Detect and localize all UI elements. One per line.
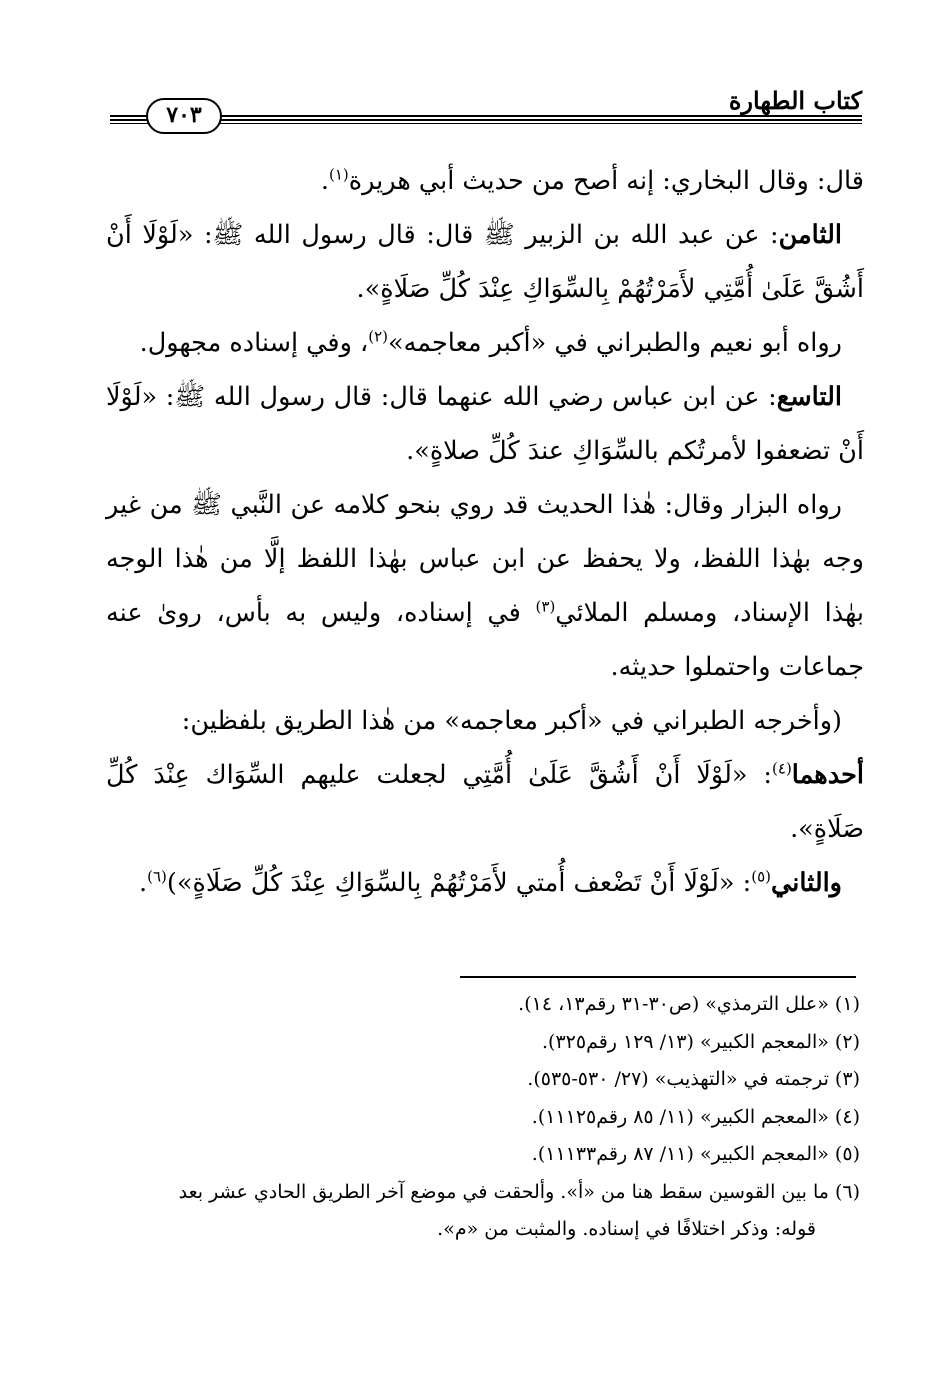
text: . [139, 868, 148, 898]
section-label: التاسع [776, 382, 842, 412]
footnote-ref: (٣) [535, 597, 556, 616]
footnote-separator [460, 976, 856, 978]
footnote-continuation: قوله: وذكر اختلافًا في إسناده. والمثبت من «م». [437, 1218, 816, 1240]
paragraph [106, 316, 864, 370]
text: قال: وقال البخاري: إنه أصح من حديث أبي هريرة [348, 166, 864, 196]
header-rule [110, 119, 862, 121]
footnote-ref: (٥) [751, 867, 772, 886]
header-rule [110, 115, 862, 117]
chapter-title: كتاب الطهارة [728, 86, 862, 115]
section-label: والثاني [771, 868, 842, 898]
text: : عن عبد الله بن الزبير ﷺ قال: قال رسول الله ﷺ: «لَوْلَا أَنْ أَشُقَّ عَلَىٰ أُمَّتِي لأَمَرْتُهُمْ بِالسِّوَاكِ عِنْدَ كُلِّ صَلَاةٍ». [106, 220, 864, 304]
page-header [110, 82, 862, 132]
section-label: الثامن [778, 220, 842, 250]
paragraph [106, 370, 864, 478]
footnote: (٦) ما بين القوسين سقط هنا من «أ». وألحقت في موضع آخر الطريق الحادي عشر بعد [178, 1180, 860, 1203]
footnote-ref: (٦) [147, 867, 167, 886]
paragraph [106, 856, 864, 910]
text: : «لَوْلَا أَنْ أَشُقَّ عَلَىٰ أُمَّتِي لجعلت عليهم السِّوَاك عِنْدَ كُلِّ صَلَاةٍ». [106, 760, 864, 844]
footnote: (٥) «المعجم الكبير» (١١/ ٨٧ رقم١١١٣٣). [531, 1143, 860, 1165]
text: . [320, 166, 329, 196]
main-text [106, 154, 864, 910]
footnotes [100, 986, 860, 1249]
section-label: أحدهما [791, 760, 864, 790]
text: : عن ابن عباس رضي الله عنهما قال: قال رسول الله ﷺ: «لَوْلَا أَنْ تضعفوا لأمرتُكم بالسِّوَاكِ عندَ كُلِّ صلاةٍ». [106, 382, 864, 466]
header-rule [110, 123, 862, 124]
text: في إسناده، وليس به بأس، روىٰ عنه جماعات واحتملوا حديثه. [106, 598, 864, 682]
text: ، وفي إسناده مجهول. [139, 328, 369, 358]
paragraph: (وأخرجه الطبراني في «أكبر معاجمه» من هٰذا الطريق بلفظين: [181, 706, 842, 736]
footnote: (٢) «المعجم الكبير» (١٣/ ١٢٩ رقم٣٢٥). [541, 1030, 860, 1053]
text: رواه البزار وقال: هٰذا الحديث قد روي بنحو كلامه عن النَّبي ﷺ من غير وجه بهٰذا اللفظ، ولا يحفظ عن ابن عباس بهٰذا اللفظ إلَّا من هٰذا الوجه بهٰذا الإسناد، ومسلم الملائي [106, 490, 864, 628]
paragraph [106, 748, 864, 856]
footnote-ref: (٢) [368, 327, 389, 346]
paragraph [106, 478, 864, 694]
footnote: (١) «علل الترمذي» (ص٣٠-٣١ رقم١٣، ١٤). [518, 993, 860, 1015]
paragraph [106, 154, 864, 208]
footnote-ref: (٤) [772, 759, 792, 778]
text: : «لَوْلَا أَنْ تَضْعف أُمتي لأَمَرْتُهُمْ بِالسِّوَاكِ عِنْدَ كُلِّ صَلَاةٍ») [166, 868, 752, 898]
text: رواه أبو نعيم والطبراني في «أكبر معاجمه» [388, 328, 842, 358]
footnote-ref: (١) [328, 165, 349, 184]
paragraph [106, 208, 864, 316]
page-number: ٧٠٣ [146, 98, 222, 134]
footnote: (٤) «المعجم الكبير» (١١/ ٨٥ رقم١١١٢٥). [531, 1105, 860, 1128]
footnote: (٣) ترجمته في «التهذيب» (٢٧/ ٥٣٠-٥٣٥). [527, 1068, 860, 1090]
